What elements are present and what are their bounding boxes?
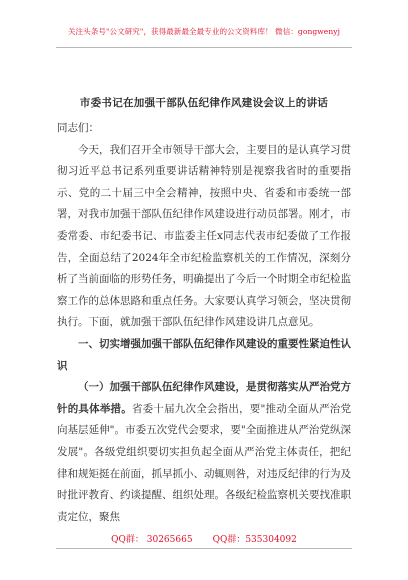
qq-group-1: QQ群： 30265665 <box>111 535 193 545</box>
header-divider <box>56 47 352 48</box>
salutation: 同志们： <box>57 122 99 134</box>
document-title: 市委书记在加强干部队伍纪律作风建设会议上的讲话 <box>79 97 329 109</box>
section-heading: 一、切实增强加强干部队伍纪律作风建设的重要性紧迫性认识 <box>57 337 351 372</box>
header-banner: 关注头条号"公文研究"，获得最新最全最专业的公文资料库！ 微信：gongwenyj <box>67 27 341 36</box>
paragraph-1-lead: （一）加强干部队伍纪律作风建设，是贯彻落实从严治党方针的具体举措。 <box>57 381 351 415</box>
footer-divider <box>56 548 352 549</box>
paragraph-1 <box>57 377 351 528</box>
footer-contact <box>0 532 408 545</box>
document-body <box>57 118 351 528</box>
intro-paragraph: 今天，我们召开全市领导干部大会，主要目的是认真学习贯彻习近平总书记系列重要讲话精神特别是视察我省时的重要指示、党的二十届三中全会精神，按照中央、省委和市委统一部署，对我市加强干部队伍纪律作风建设进行动员部署。刚才，市委常委、市纪委书记、市监委主任x同志代表市纪委做了工作报告，全面总结了2024年全市纪检监察机关的工作情况，深刻分析了当前面临的形势任务，明确提出了今后一个时期全市纪检监察工作的总体思路和重点任务。大家要认真学习领会，坚决贯彻执行。下面，就加强干部队伍纪律作风建设讲几点意见。 <box>57 143 351 329</box>
paragraph-1-text: 省委十届九次全会指出，要"推动全面从严治党向基层延伸"。市委五次党代会要求，要"全面推进从严治党纵深发展"。各级党组织要切实担负起全面从严治党主体责任，把纪律和规矩挺在前面，抓早抓小、动辄则咎，对违反纪律的行为及时批评教育、约谈提醒、组织处理。各级纪检监察机关要找准职责定位，聚焦 <box>57 402 351 523</box>
qq-group-2: QQ群：535304092 <box>212 535 297 545</box>
